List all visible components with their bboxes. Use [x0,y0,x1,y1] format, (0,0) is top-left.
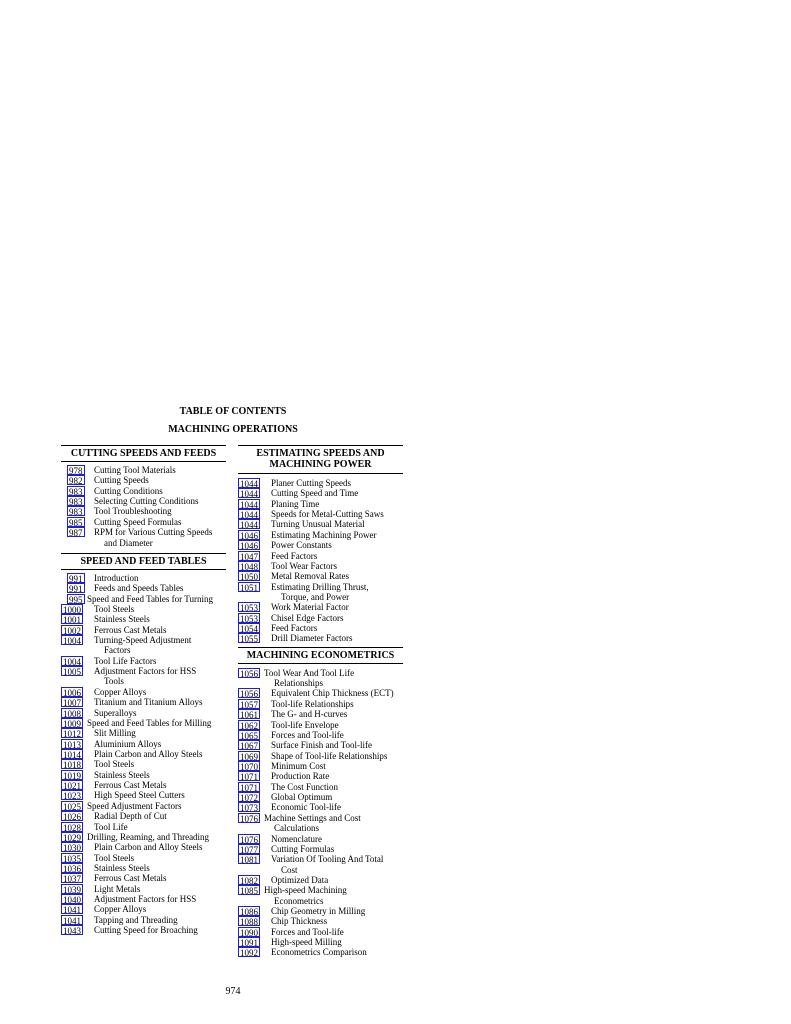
page-link[interactable]: 1071 [240,772,258,783]
page-link[interactable]: 1004 [63,636,81,647]
entry-title: Radial Depth of Cut [94,811,167,822]
entry-title: Feeds and Speeds Tables [94,583,184,594]
entry-title: The G- and H-curves [271,709,348,720]
toc-entry[interactable] [61,687,226,697]
page-link[interactable]: 1070 [240,761,258,772]
entry-title: Power Constants [271,540,332,551]
toc-entry[interactable] [238,730,403,740]
right-column [238,445,403,958]
page-link[interactable]: 1053 [240,603,258,614]
toc-entry[interactable] [238,709,403,719]
entry-title: Plain Carbon and Alloy Steels [94,748,203,759]
page-link[interactable]: 1012 [63,729,81,740]
entry-title: Titanium and Titanium Alloys [94,697,203,708]
page-link[interactable]: 978 [69,466,83,476]
entry-title: Drill Diameter Factors [271,633,353,644]
page-link[interactable]: 1008 [63,708,81,719]
section-heading: CUTTING SPEEDS AND FEEDS [61,445,226,462]
toc-entry[interactable] [238,813,403,834]
page-link[interactable]: 985 [69,517,83,528]
entry-title: Equivalent Chip Thickness (ECT) [271,688,394,699]
toc-entry[interactable] [61,614,226,624]
page-link[interactable]: 1071 [240,782,258,793]
entry-title: Planing Time [271,498,320,509]
toc-entry[interactable] [238,947,403,957]
page-link[interactable]: 1019 [63,770,81,781]
entry-title: Speed and Feed Tables for Turning [87,593,213,604]
toc-entry[interactable] [238,530,403,540]
entry-title: Economic Tool-life [271,802,341,813]
toc-title: TABLE OF CONTENTS [179,406,287,417]
entry-title: Planer Cutting Speeds [271,478,351,488]
toc-entry[interactable] [61,527,226,548]
page-link[interactable]: 991 [69,584,83,595]
toc-entry[interactable] [61,904,226,914]
entry-title: Machine Settings and Cost Calculations [264,812,361,834]
page-link[interactable]: 1030 [63,843,81,854]
toc-entry[interactable] [238,927,403,937]
entry-title: Superalloys [94,707,137,718]
page-link[interactable]: 1018 [63,760,81,771]
page-link[interactable]: 1054 [240,624,258,635]
page-link[interactable]: 1035 [63,853,81,864]
page-link[interactable]: 1014 [63,749,81,760]
page-link[interactable]: 995 [69,594,83,605]
page-link[interactable]: 1073 [240,803,258,814]
toc-entry[interactable] [61,811,226,821]
entry-title: Selecting Cutting Conditions [94,496,199,507]
entry-title: Ferrous Cast Metals [94,780,167,791]
toc-entry[interactable] [61,583,226,593]
page-link[interactable]: 1037 [63,874,81,885]
entry-title: Introduction [94,572,139,583]
page-link[interactable]: 1088 [240,917,258,928]
entry-title: Stainless Steels [94,769,150,780]
entry-title: Cutting Speed and Time [271,488,359,499]
toc-entry[interactable] [238,792,403,802]
entry-title: Chip Geometry in Milling [271,906,366,917]
page-link[interactable]: 1028 [63,822,81,833]
entry-title: Global Optimum [271,792,333,803]
entry-title: Tool Troubleshooting [94,506,172,517]
entry-title: Stainless Steels [94,614,150,625]
toc-entry[interactable] [61,486,226,496]
toc-entry[interactable] [61,475,226,485]
entry-title: Feed Factors [271,623,318,634]
entry-title: Estimating Machining Power [271,529,377,540]
section-heading: SPEED AND FEED TABLES [61,553,226,570]
entry-title: Surface Finish and Tool-life [271,740,372,751]
entry-title: Cutting Speed Formulas [94,516,182,527]
entry-title: Forces and Tool-life [271,926,344,937]
toc-entry[interactable] [61,790,226,800]
toc-entry[interactable] [238,937,403,947]
page-link[interactable]: 1004 [63,656,81,667]
toc-entry[interactable] [238,478,403,488]
entry-title: Tool-life Envelope [271,719,339,730]
toc-entry[interactable] [61,496,226,506]
page-link[interactable]: 1081 [240,855,258,866]
entry-title: High-speed Milling [271,937,342,948]
toc-entry[interactable] [61,656,226,666]
toc-entry[interactable] [61,465,226,475]
toc-list [61,465,226,548]
toc-entry[interactable] [238,602,403,612]
toc-list [238,668,403,958]
entry-title: Tool Steels [94,852,135,863]
toc-entry[interactable] [61,594,226,604]
toc-entry[interactable] [61,697,226,707]
toc-entry[interactable] [238,699,403,709]
toc-entry[interactable] [61,625,226,635]
entry-title: Minimum Cost [271,760,326,771]
toc-entry[interactable] [238,906,403,916]
page-link[interactable]: 1036 [63,863,81,874]
entry-title: Shape of Tool-life Relationships [271,750,388,761]
page-link[interactable]: 1046 [240,530,258,541]
page-link[interactable]: 1007 [63,698,81,709]
page-link[interactable]: 1043 [63,926,81,937]
page-link[interactable]: 983 [69,486,83,497]
toc-entry[interactable] [61,853,226,863]
page-link[interactable]: 1061 [240,710,258,721]
toc-entry[interactable] [61,708,226,718]
page-link[interactable]: 1041 [63,915,81,926]
entry-title: Slit Milling [94,728,136,739]
entry-title: Copper Alloys [94,904,147,915]
toc-entry[interactable] [238,633,403,643]
toc-entry[interactable] [61,822,226,832]
left-column [61,445,226,935]
entry-title: Chisel Edge Factors [271,612,344,623]
entry-title: Cutting Speeds [94,475,149,486]
toc-entry[interactable] [238,571,403,581]
page-link[interactable]: 1048 [240,561,258,572]
entry-title: Aluminium Alloys [94,738,162,749]
entry-title: High Speed Steel Cutters [94,790,185,801]
toc-entry[interactable] [238,488,403,498]
page-link[interactable]: 1085 [240,886,258,897]
toc-entry[interactable] [61,863,226,873]
page-link[interactable]: 983 [69,507,83,518]
toc-entry[interactable] [238,885,403,906]
entry-title: Variation Of Tooling And Total Cost [271,854,384,875]
entry-title: Adjustment Factors for HSS Tools [94,666,197,687]
entry-title: Speeds for Metal-Cutting Saws [271,509,384,520]
entry-title: Tool Steels [94,759,135,770]
page-link[interactable]: 983 [69,497,83,508]
toc-entry[interactable] [61,749,226,759]
entry-title: Tool Wear And Tool Life Relationships [264,667,355,689]
page-link[interactable]: 1009 [63,718,81,729]
toc-entry[interactable] [238,740,403,750]
toc-entry[interactable] [61,915,226,925]
toc-entry[interactable] [238,720,403,730]
page-link[interactable]: 1044 [240,479,258,489]
section-heading: MACHINING ECONOMETRICS [238,647,403,664]
page-link[interactable]: 1057 [240,699,258,710]
toc-entry[interactable] [61,718,226,728]
page-link[interactable]: 1072 [240,793,258,804]
entry-title: Cutting Tool Materials [94,465,176,475]
toc-entry[interactable] [61,780,226,790]
toc-entry[interactable] [238,854,403,875]
entry-title: Production Rate [271,771,330,782]
toc-entry[interactable] [61,873,226,883]
toc-entry[interactable] [61,832,226,842]
entry-title: Tool-life Relationships [271,698,354,709]
page-link[interactable]: 1006 [63,687,81,698]
entry-title: Plain Carbon and Alloy Steels [94,842,203,853]
page-link[interactable]: 1065 [240,730,258,741]
toc-entry[interactable] [238,613,403,623]
toc-entry[interactable] [238,761,403,771]
page-link[interactable]: 1047 [240,551,258,562]
page-link[interactable]: 987 [69,528,83,539]
toc-entry[interactable] [61,604,226,614]
toc-entry[interactable] [61,635,226,656]
toc-list [61,573,226,936]
page-link[interactable]: 1026 [63,812,81,823]
toc-entry[interactable] [61,842,226,852]
toc-entry[interactable] [61,739,226,749]
toc-entry[interactable] [238,782,403,792]
page-link[interactable]: 1062 [240,720,258,731]
entry-title: Light Metals [94,883,141,894]
toc-entry[interactable] [61,925,226,935]
page-link[interactable]: 1000 [63,604,81,615]
entry-title: Ferrous Cast Metals [94,624,167,635]
entry-title: Estimating Drilling Thrust, Torque, and Power [271,581,369,602]
toc-entry[interactable] [238,519,403,529]
page-link[interactable]: 1056 [240,668,258,679]
entry-title: Optimized Data [271,874,329,885]
toc-entry[interactable] [238,916,403,926]
entry-title: Turning-Speed Adjustment Factors [94,635,192,656]
entry-title: Cutting Formulas [271,843,335,854]
page-link[interactable]: 1055 [240,634,258,645]
page-link[interactable]: 1082 [240,875,258,886]
page-link[interactable]: 1053 [240,613,258,624]
toc-entry[interactable] [238,509,403,519]
page-link[interactable]: 1046 [240,541,258,552]
toc-entry[interactable] [238,582,403,603]
entry-title: Ferrous Cast Metals [94,873,167,884]
toc-entry[interactable] [61,573,226,583]
toc-entry[interactable] [61,506,226,516]
toc-entry[interactable] [61,728,226,738]
entry-title: Speed and Feed Tables for Milling [87,717,212,728]
page-link[interactable]: 1040 [63,895,81,906]
page-link[interactable]: 1044 [240,499,258,510]
page-link[interactable]: 1044 [240,510,258,521]
entry-title: Drilling, Reaming, and Threading [87,831,210,842]
page-link[interactable]: 1067 [240,741,258,752]
page-number: 974 [225,986,241,997]
toc-entry[interactable] [238,499,403,509]
toc-entry[interactable] [238,688,403,698]
toc-entry[interactable] [61,759,226,769]
toc-entry[interactable] [238,668,403,689]
toc-entry[interactable] [61,894,226,904]
toc-entry[interactable] [61,517,226,527]
toc-list [238,478,403,644]
page-link[interactable]: 1090 [240,927,258,938]
page-link[interactable]: 1086 [240,907,258,918]
page-link[interactable]: 991 [69,573,83,584]
entry-title: High-speed Machining Econometrics [264,885,347,906]
toc-entry[interactable] [238,623,403,633]
entry-title: Tool Wear Factors [271,560,337,571]
toc-entry[interactable] [61,801,226,811]
entry-title: Stainless Steels [94,862,150,873]
page-link[interactable]: 1041 [63,905,81,916]
page-link[interactable]: 1025 [63,801,81,812]
section-heading: ESTIMATING SPEEDS AND MACHINING POWER [238,445,403,474]
page-link[interactable]: 1056 [240,689,258,700]
toc-entry[interactable] [61,884,226,894]
page-link[interactable]: 1044 [240,520,258,531]
page-link[interactable]: 1029 [63,832,81,843]
page-link[interactable]: 1092 [240,948,258,959]
entry-title: Metal Removal Rates [271,571,349,582]
entry-title: Work Material Factor [271,602,349,613]
toc-entry[interactable] [238,540,403,550]
entry-title: Forces and Tool-life [271,729,344,740]
entry-title: Tool Steels [94,603,135,614]
page-link[interactable]: 1002 [63,625,81,636]
page-link[interactable]: 1050 [240,572,258,583]
entry-title: Chip Thickness [271,916,328,927]
page-link[interactable]: 1076 [240,813,258,824]
toc-entry[interactable] [238,875,403,885]
page-link[interactable]: 1077 [240,844,258,855]
page-link[interactable]: 1091 [240,938,258,949]
entry-title: Copper Alloys [94,686,147,697]
page-link[interactable]: 982 [69,476,83,487]
toc-entry[interactable] [238,751,403,761]
page-link[interactable]: 1021 [63,781,81,792]
entry-title: Econometrics Comparison [271,947,367,958]
toc-entry[interactable] [61,770,226,780]
entry-title: Tapping and Threading [94,914,178,925]
entry-title: RPM for Various Cutting Speeds and Diameter [94,527,213,548]
entry-title: Nomenclature [271,833,322,844]
page-link[interactable]: 1051 [240,582,258,593]
page-link[interactable]: 1001 [63,615,81,626]
toc-entry[interactable] [238,844,403,854]
page-link[interactable]: 1039 [63,884,81,895]
toc-entry[interactable] [238,771,403,781]
entry-title: Cutting Speed for Broaching [94,925,198,936]
entry-title: Feed Factors [271,550,318,561]
toc-entry[interactable] [238,561,403,571]
toc-entry[interactable] [238,551,403,561]
entry-title: Turning Unusual Material [271,519,365,530]
toc-entry[interactable] [238,834,403,844]
entry-title: Tool Life Factors [94,655,157,666]
entry-title: Cutting Conditions [94,485,163,496]
page-link[interactable]: 1005 [63,667,81,678]
toc-entry[interactable] [61,666,226,687]
toc-subtitle: MACHINING OPERATIONS [168,424,298,435]
page-link[interactable]: 1069 [240,751,258,762]
entry-title: Tool Life [94,821,128,832]
entry-title: Adjustment Factors for HSS [94,894,197,905]
toc-entry[interactable] [238,802,403,812]
entry-title: The Cost Function [271,781,338,792]
page-link[interactable]: 1013 [63,739,81,750]
entry-title: Speed Adjustment Factors [87,800,182,811]
page-link[interactable]: 1076 [240,834,258,845]
page-link[interactable]: 1044 [240,489,258,500]
page-link[interactable]: 1023 [63,791,81,802]
